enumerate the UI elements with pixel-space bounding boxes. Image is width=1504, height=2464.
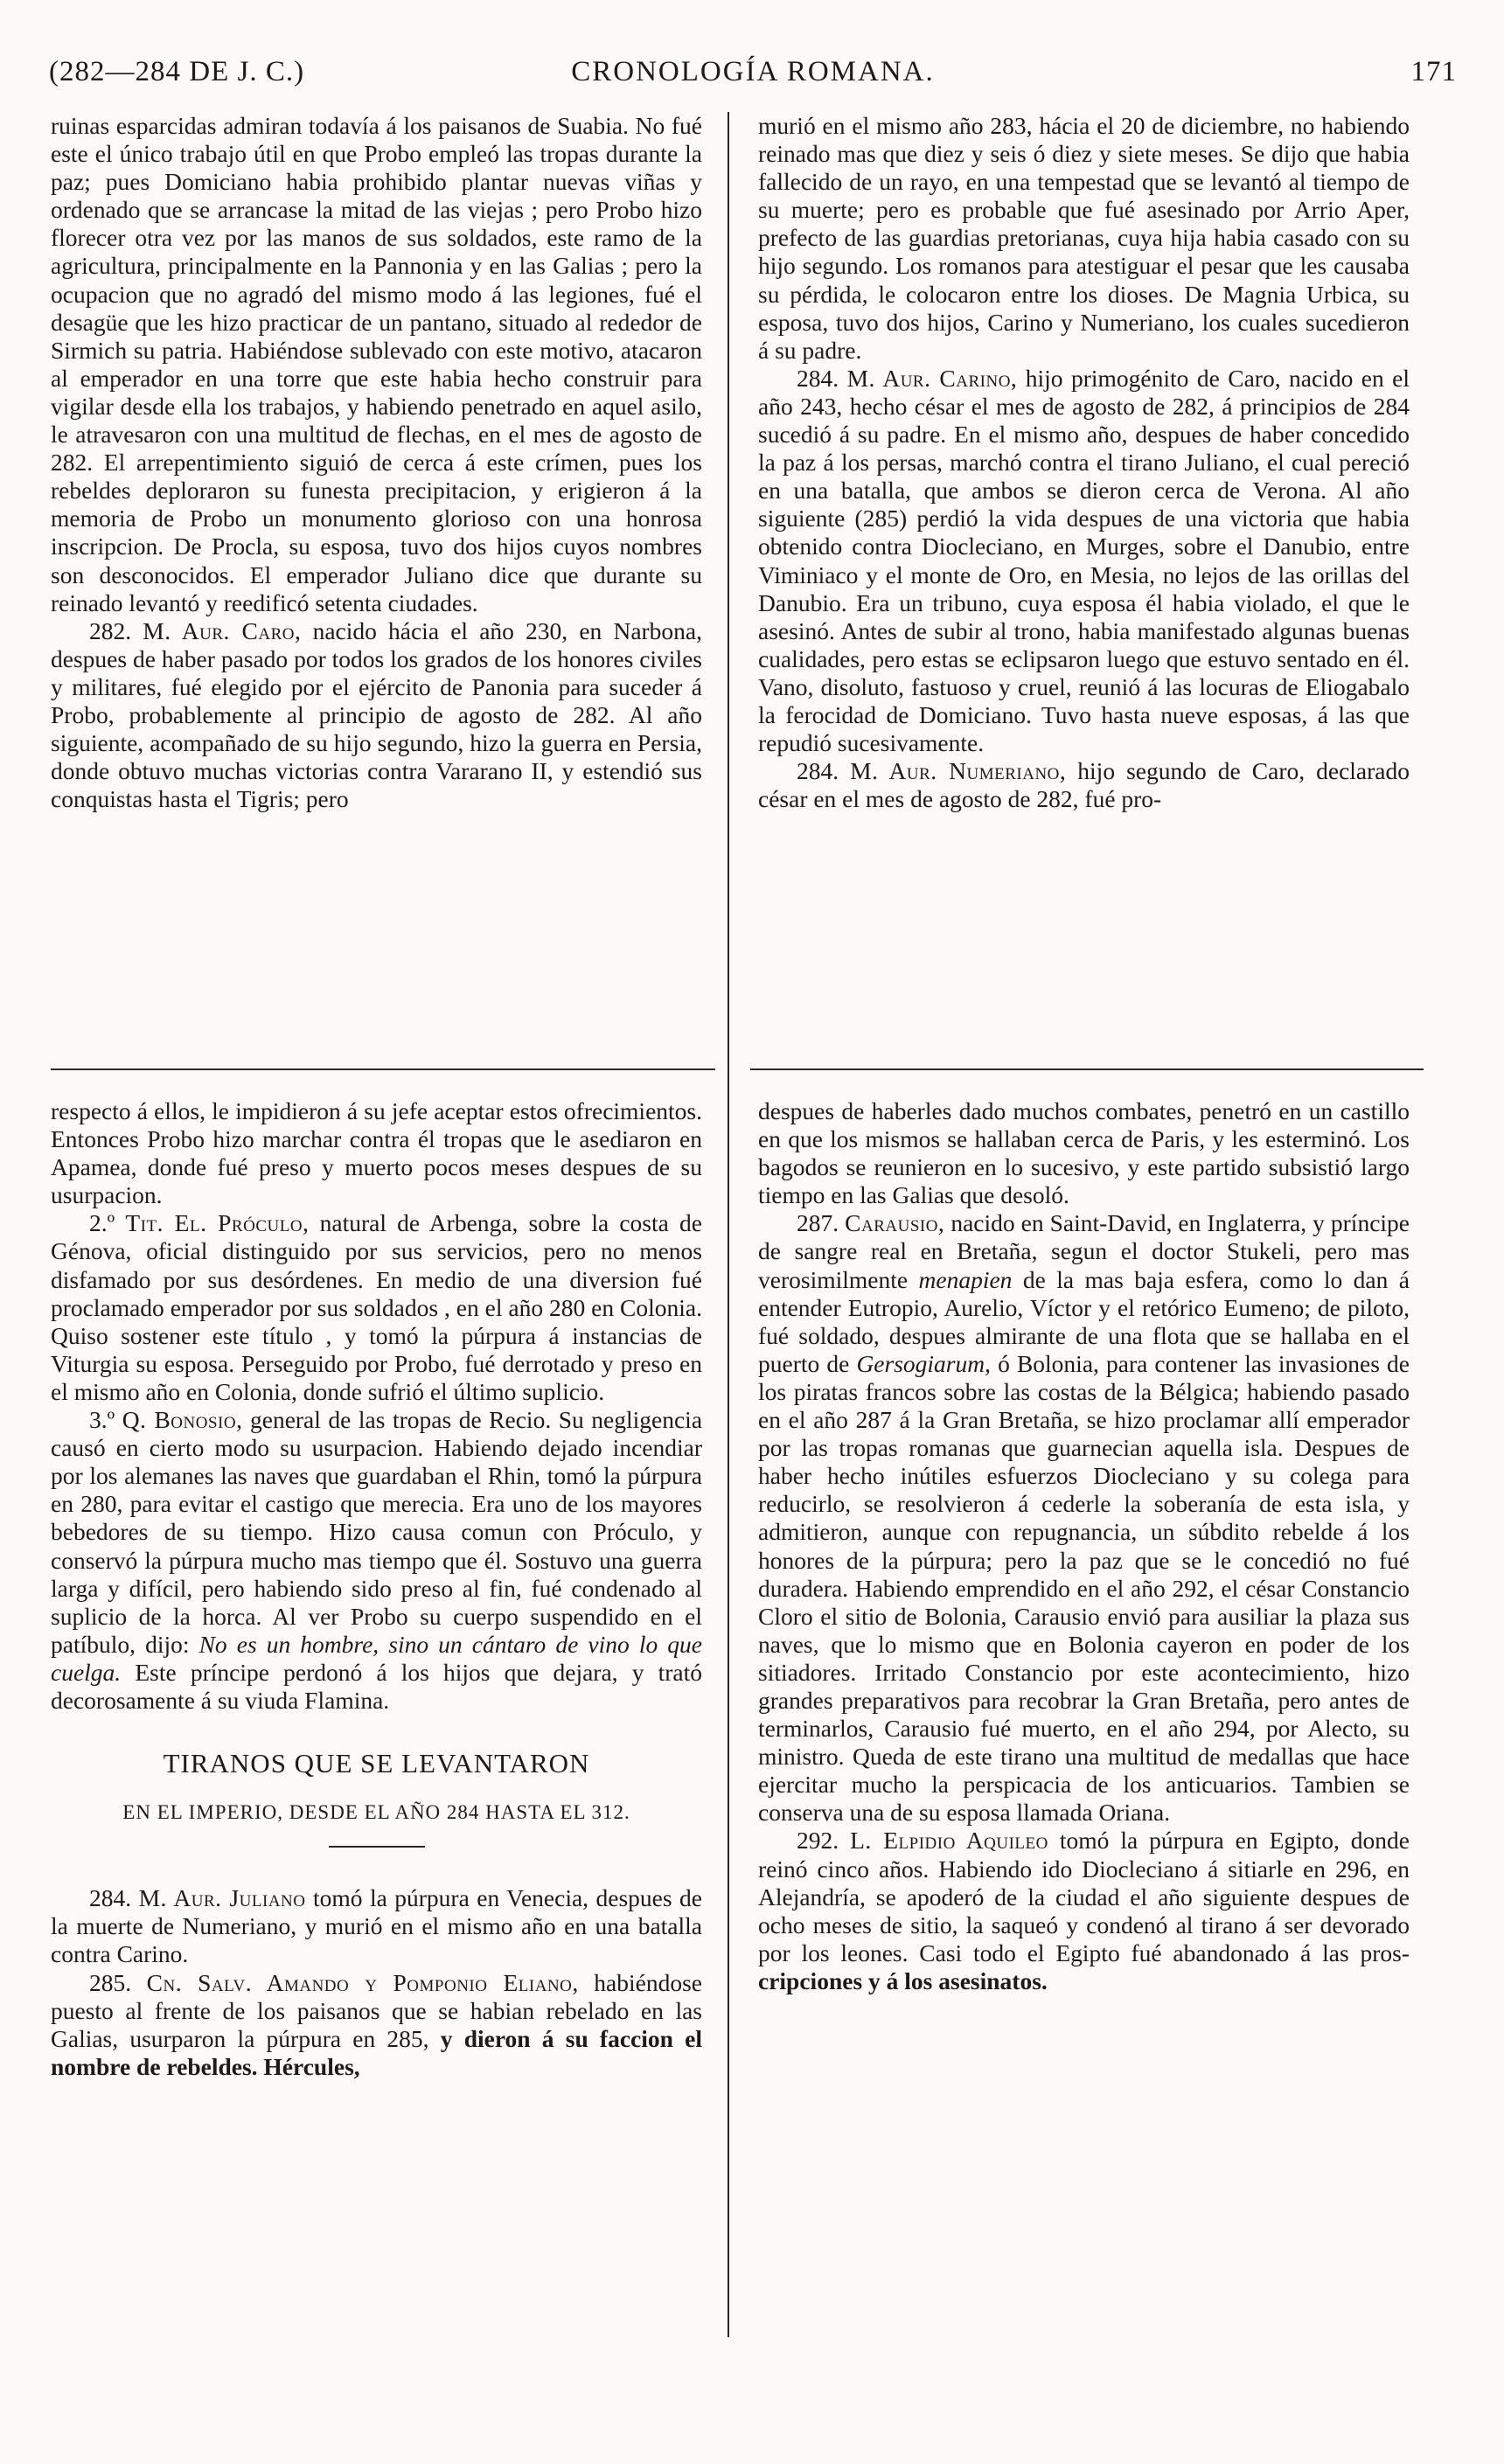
column-bottom-left xyxy=(51,1097,702,2081)
page-header xyxy=(49,47,1457,91)
entry-text: natural de Arbenga, sobre la costa de Génova, oficial distinguido por sus servicios, pero no menos disfamado por sus desórdenes. En medio de una diversion fué proclamado emperador por sus soldados , en el año 280 en Colonia. Quiso sostener este título , y tomó la púrpura á instancias de Viturgia su esposa. Perseguido por Probo, fué derrotado y preso en el mismo año en Colonia, donde sufrió el último suplicio. xyxy=(51,1209,703,1405)
entry-number: 285. xyxy=(89,1968,132,1996)
entry-aquileo xyxy=(758,1827,1410,1995)
paragraph-caro-death: murió en el mismo año 283, hácia el 20 de diciembre, no habiendo reinado mas que diez y seis ó diez y siete meses. Se dijo que habia fallecido de un rayo, en una tempestad que se levantó al tiempo de su muerte; pero es probable que fué asesinado por Arrio Aper, prefecto de las guardias pretorianas, cuya hija habia casado con su hijo segundo. Los romanos para atestiguar el pesar que les causaba su pérdida, le colocaron entre los dioses. De Magnia Urbica, su esposa, tuvo dos hijos, Carino y Numeriano, los cuales sucedieron á su padre. xyxy=(758,112,1410,364)
entry-name: M. Aur. Caro, xyxy=(143,616,302,644)
entry-text-bold: cripciones y á los asesinatos. xyxy=(758,1966,1048,1994)
entry-number: 284. xyxy=(797,364,839,392)
italic-place: Gersogiarum, xyxy=(856,1349,991,1377)
entry-name: L. Elpidio Aquileo xyxy=(850,1827,1048,1855)
entry-text: ó Bolonia, para contener las invasiones de los piratas francos sobre las costas de la Bélgica; habiendo pasado en el año 287 á la Gran Bretaña, se hizo proclamar allí emperador por las tropas romanas que guarnecian aquella isla. Despues de haber hecho inútiles esfuerzos Diocleciano y su colega para reducirlo, se resolvieron á cederle la soberanía de esta isla, y admitieron, aunque con repugnancia, un súbdito rebelde á los honores de la púrpura; pero la paz que se le concedió no fué duradera. Habiendo emprendido en el año 292, el césar Constancio Cloro el sitio de Bolonia, Carausio envió para ausiliar la plaza sus naves, que lo mismo que en Bolonia cayeron en poder de los sitiadores. Irritado Constancio por este acontecimiento, hizo grandes preparativos para recobrar la Gran Bretaña, pero antes de terminarlos, Carausio fué muerto, en el año 294, por Alecto, su ministro. Queda de este tirano una multitud de medallas que hace ejercitar mucho la perspicacia de los anticuarios. Tambien se conserva una de su esposa llamada Oriana. xyxy=(758,1349,1410,1827)
entry-name: Cn. Salv. Amando y Pomponio Eliano, xyxy=(146,1968,579,1996)
entry-name: M. Aur. Numeriano, xyxy=(850,757,1067,785)
entry-text-bold: y dieron á su faccion el nombre de rebeldes. Hércules, xyxy=(51,2024,702,2080)
section-rule-left xyxy=(51,1068,715,1070)
entry-amando-eliano xyxy=(51,1969,702,2081)
column-top-left xyxy=(51,112,702,813)
entry-proculo xyxy=(51,1209,702,1406)
entry-number: 2.º xyxy=(89,1209,115,1237)
section-heading: TIRANOS QUE SE LEVANTARON xyxy=(163,1748,590,1779)
entry-text: general de las tropas de Recio. Su negligencia causó en cierto modo su usurpacion. Habiendo dejado incendiar por los alemanes las naves que guardaban el Rhin, tomó la púrpura en 280, para evitar el castigo que merecia. Era uno de los mayores bebedores de su tiempo. Hizo causa comun con Próculo, y conservó la púrpura mucho mas tiempo que él. Sostuvo una guerra larga y difícil, pero habiendo sido preso al fin, fué condenado al suplicio de la horca. Al ver Probo su cuerpo suspendido en el patíbulo, dijo: xyxy=(51,1406,703,1658)
entry-name: M. Aur. Carino, xyxy=(846,364,1018,392)
entry-number: 287. xyxy=(797,1209,839,1237)
entry-number: 282. xyxy=(89,616,132,644)
column-divider xyxy=(728,112,729,2337)
entry-text: de la mas baja esfera, como lo dan á entender Eutropio, Aurelio, Víctor y el retórico Eumeno; de piloto, fué soldado, despues almirante de una flota que se hallaba en el puerto de xyxy=(758,1265,1410,1377)
entry-text: tomó la púrpura en Egipto, donde reinó cinco años. Habiendo ido Diocleciano á sitiarle en 296, en Alejandría, se apoderó de la ciudad el año siguiente despues de ocho meses de sitio, la saqueó y condenó al tirano á ser devorado por los leones. Casi todo el Egipto fué abandonado á las pros- xyxy=(758,1827,1410,1966)
entry-caro xyxy=(51,617,702,814)
entry-text: nacido en Saint-David, en Inglaterra, y príncipe de sangre real en Bretaña, segun el doctor Stukeli, pero mas verosimilmente xyxy=(758,1209,1410,1293)
entry-number: 3.º xyxy=(89,1406,115,1434)
entry-juliano xyxy=(51,1884,702,1968)
entry-text: tomó la púrpura en Venecia, despues de la muerte de Numeriano, y murió en el mismo año en una batalla contra Carino. xyxy=(51,1884,703,1968)
page-number: 171 xyxy=(1410,56,1457,87)
paragraph-saturnino-end: respecto á ellos, le impidieron á su jefe aceptar estos ofrecimientos. Entonces Probo hizo marchar contra él tropas que le asediaron en Apamea, donde fué preso y muerto pocos meses despues de su usurpacion. xyxy=(51,1097,702,1209)
paragraph-probo-end: ruinas esparcidas admiran todavía á los paisanos de Suabia. No fué este el único trabajo útil en que Probo empleó las tropas durante la paz; pues Domiciano habia prohibido plantar nuevas viñas y ordenado que se arrancase la mitad de las viejas ; pero Probo hizo florecer otra vez por las manos de sus soldados, este ramo de la agricultura, principalmente en la Pannonia y en las Galias ; pero la ocupacion que no agradó del mismo modo á las legiones, fué el desagüe que les hizo practicar de un pantano, situado al rededor de Sirmich su patria. Habiéndose sublevado con este motivo, atacaron al emperador en una torre que este habia hecho construir para vigilar desde ella los trabajos, y habiendo penetrado en aquel asilo, le atravesaron con una multitud de flechas, en el mes de agosto de 282. El arrepentimiento siguió de cerca á este crímen, pues los rebeldes deploraron su funesta precipitacion, y erigieron á la memoria de Probo un monumento glorioso con una honrosa inscripcion. De Procla, su esposa, tuvo dos hijos cuyos nombres son desconocidos. El emperador Juliano dice que durante su reinado levantó y reedificó setenta ciudades. xyxy=(51,112,702,616)
entry-text: hijo segundo de Caro, declarado césar en el mes de agosto de 282, fué pro- xyxy=(758,757,1410,813)
entry-bonosio xyxy=(51,1406,702,1715)
entry-name: Q. Bonosio, xyxy=(122,1406,243,1434)
header-date-range: (282—284 DE J. C.) xyxy=(49,56,305,87)
section-rule-right xyxy=(750,1068,1424,1070)
column-bottom-right xyxy=(758,1097,1410,1995)
entry-text-end: Este príncipe perdonó á los hijos que dejara, y trató decorosamente á su viuda Flamina. xyxy=(51,1658,703,1714)
entry-text: habiéndose puesto al frente de los paisanos que se habian rebelado en las Galias, usurparon la púrpura en 285, xyxy=(51,1968,703,2052)
italic-term: menapien xyxy=(918,1265,1013,1293)
entry-text: nacido hácia el año 230, en Narbona, despues de haber pasado por todos los grados de los honores civiles y militares, fué elegido por el ejército de Panonia para suceder á Probo, probablemente al principio de agosto de 282. Al año siguiente, acompañado de su hijo segundo, hizo la guerra en Persia, donde obtuvo muchas victorias contra Vararano II, y estendió sus conquistas hasta el Tigris; pero xyxy=(51,616,703,813)
entry-name: Tit. El. Próculo, xyxy=(125,1209,310,1237)
section-subheading: EN EL IMPERIO, DESDE EL AÑO 284 HASTA EL 312. xyxy=(122,1801,630,1824)
heading-rule xyxy=(329,1846,425,1848)
entry-carino xyxy=(758,365,1410,757)
entry-number: 284. xyxy=(797,757,839,785)
paragraph-bagodos-end: despues de haberles dado muchos combates, penetró en un castillo en que los mismos se hallaban cerca de Paris, y les esterminó. Los bagodos se reunieron en lo sucesivo, y este partido subsistió largo tiempo en las Galias que desoló. xyxy=(758,1097,1410,1209)
probo-quote: No es un hombre, sino un cántaro de vino lo que cuelga. xyxy=(51,1630,702,1686)
entry-carausio xyxy=(758,1209,1410,1827)
column-top-right xyxy=(758,112,1410,813)
entry-numeriano xyxy=(758,757,1410,813)
header-title: CRONOLOGÍA ROMANA. xyxy=(571,56,935,87)
entry-number: 292. xyxy=(797,1827,839,1855)
entry-name: M. Aur. Juliano xyxy=(138,1884,306,1912)
entry-name: Carausio, xyxy=(845,1209,945,1237)
entry-text: hijo primogénito de Caro, nacido en el año 243, hecho césar el mes de agosto de 282, á principios de 284 sucedió á su padre. En el mismo año, despues de haber concedido la paz á los persas, marchó contra el tirano Juliano, el cual pereció en una batalla, que ambos se dieron cerca de Verona. Al año siguiente (285) perdió la vida despues de una victoria que habia obtenido contra Diocleciano, en Murges, sobre el Danubio, entre Viminiaco y el monte de Oro, en Mesia, no lejos de las orillas del Danubio. Era un tribuno, cuya esposa él habia violado, el que le asesinó. Antes de subir al trono, habia manifestado algunas buenas cualidades, pero estas se eclipsaron luego que estuvo sentado en él. Vano, disoluto, fastuoso y cruel, reunió á las locuras de Eliogabalo la ferocidad de Domiciano. Tuvo hasta nueve esposas, á las que repudió sucesivamente. xyxy=(758,364,1410,757)
entry-number: 284. xyxy=(89,1884,132,1912)
